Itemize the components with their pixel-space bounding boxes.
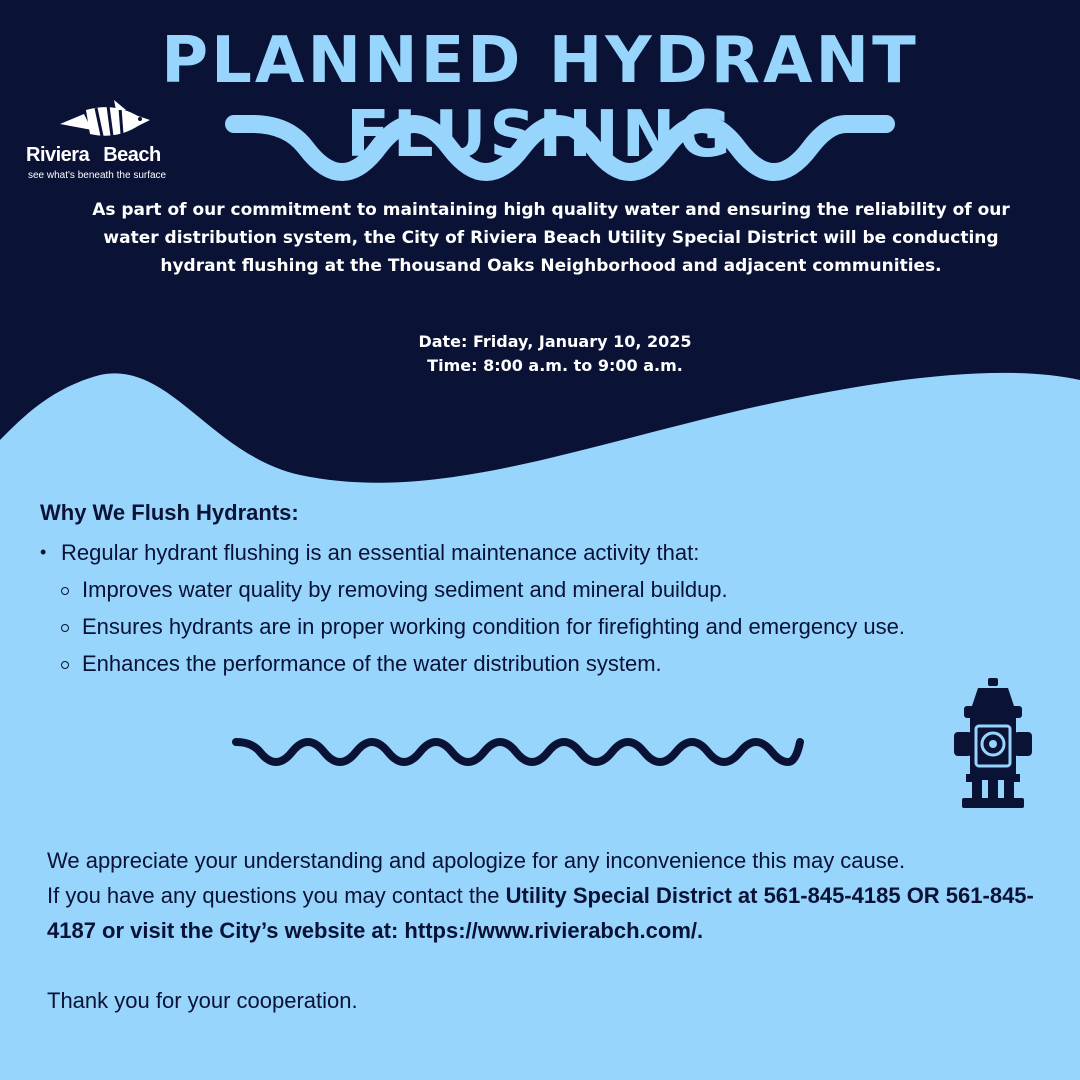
intro-paragraph: As part of our commitment to maintaining high quality water and ensuring the reliability of our water distribution system, the City of Riviera Beach Utility Special District will be conducting hydrant flushing at the Thousand Oaks Neighborhood and adjacent communities. bbox=[92, 200, 1010, 276]
why-section bbox=[40, 498, 1040, 682]
logo-name-part2: Beach bbox=[103, 144, 161, 166]
list-item: • Regular hydrant flushing is an essential maintenance activity that: bbox=[40, 534, 1040, 571]
why-heading: Why We Flush Hydrants: bbox=[40, 500, 299, 525]
page-title: PLANNED HYDRANT FLUSHING bbox=[161, 24, 919, 172]
hydrant-icon bbox=[948, 676, 1038, 810]
contact-details: Utility Special District at 561-845-4185 OR 561-845-4187 or visit the City’s website at: https://www.rivierabch.com/. bbox=[47, 883, 1034, 943]
list-item: Enhances the performance of the water distribution system. bbox=[40, 645, 1040, 682]
contact-paragraph bbox=[47, 878, 1057, 948]
why-list bbox=[40, 534, 1040, 682]
fish-logo-icon bbox=[56, 100, 152, 146]
logo-tagline: see what's beneath the surface bbox=[28, 170, 167, 181]
logo-name bbox=[26, 144, 196, 167]
event-time: Time: 8:00 a.m. to 9:00 a.m. bbox=[427, 356, 683, 375]
event-date: Date: Friday, January 10, 2025 bbox=[418, 332, 692, 351]
contact-prefix: If you have any questions you may contact the bbox=[47, 883, 506, 908]
wave-divider-icon bbox=[236, 742, 800, 762]
closing-section bbox=[47, 843, 1057, 1018]
thanks-line: Thank you for your cooperation. bbox=[47, 988, 358, 1013]
list-item: Improves water quality by removing sediment and mineral buildup. bbox=[40, 571, 1040, 608]
list-item: Ensures hydrants are in proper working condition for firefighting and emergency use. bbox=[40, 608, 1040, 645]
event-schedule bbox=[0, 330, 1080, 378]
riviera-beach-logo bbox=[26, 100, 196, 186]
logo-name-part1: Riviera bbox=[26, 144, 90, 166]
apology-line: We appreciate your understanding and apologize for any inconvenience this may cause. bbox=[47, 848, 906, 873]
